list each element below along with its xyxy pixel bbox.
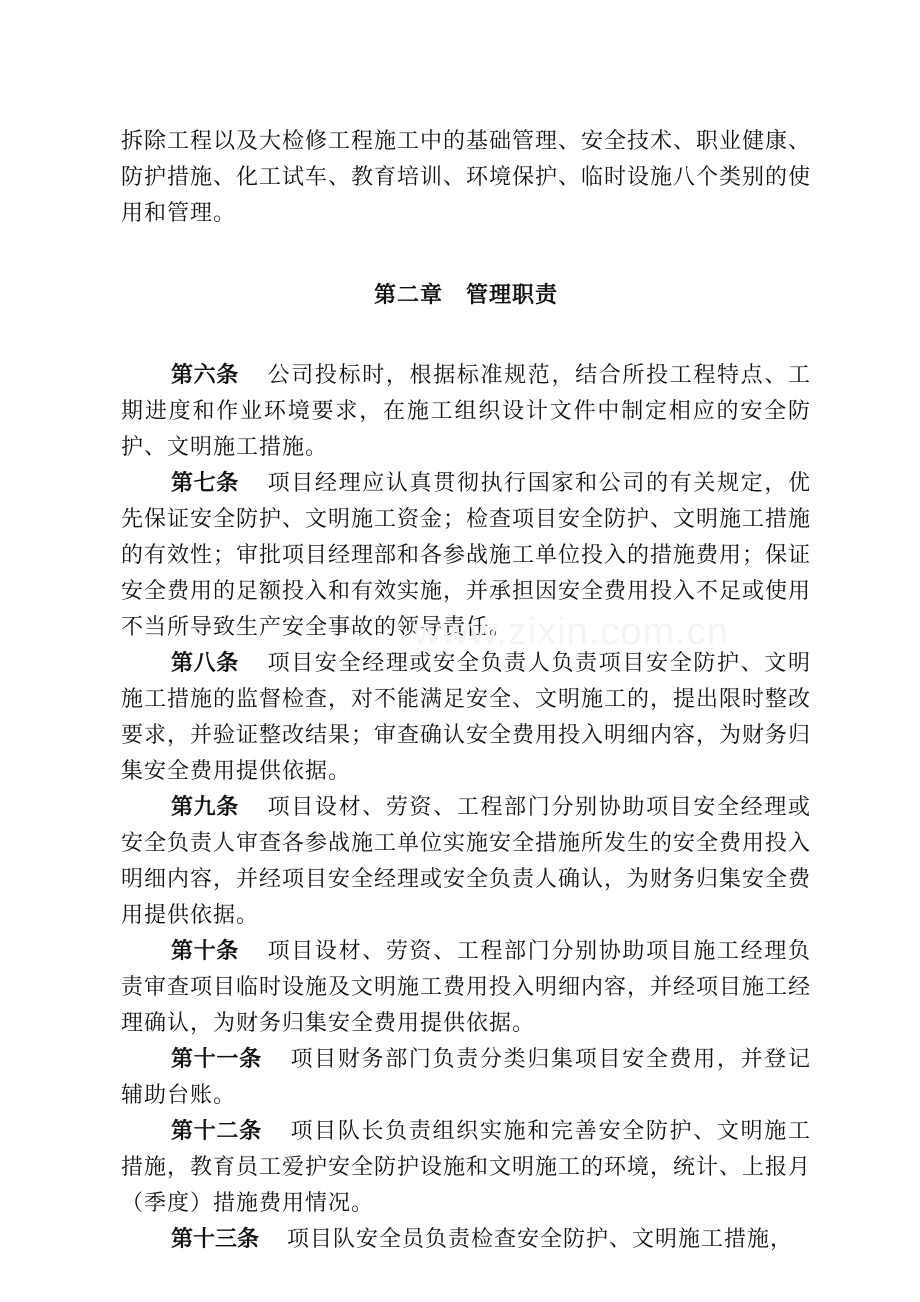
article-text: 公司投标时，根据标准规范，结合所投工程特点、工期进度和作业环境要求，在施工组织设计文件中制定相应的安全防护、文明施工措施。	[121, 363, 811, 460]
article-label: 第十条	[171, 939, 239, 964]
article-11	[121, 1042, 811, 1114]
article-text: 项目安全经理或安全负责人负责项目安全防护、文明施工措施的监督检查，对不能满足安全、文明施工的，提出限时整改要求，并验证整改结果；审查确认安全费用投入明细内容，为财务归集安全费用提供依据。	[121, 651, 812, 784]
article-text: 项目设材、劳资、工程部门分别协助项目施工经理负责审查项目临时设施及文明施工费用投入明细内容，并经项目施工经理确认，为财务归集安全费用提供依据。	[121, 939, 812, 1036]
article-12	[121, 1114, 811, 1222]
watermark-text: www.zixin.com.cn	[413, 611, 729, 653]
chapter-title: 第二章 管理职责	[373, 283, 558, 308]
article-label: 第十二条	[171, 1119, 262, 1144]
article-label: 第七条	[171, 471, 239, 496]
article-text: 项目队长负责组织实施和完善安全防护、文明施工措施，教育员工爱护安全防护设施和文明施工的环境，统计、上报月（季度）措施费用情况。	[121, 1119, 812, 1216]
article-label: 第十一条	[171, 1047, 262, 1072]
article-text: 项目设材、劳资、工程部门分别协助项目安全经理或安全负责人审查各参战施工单位实施安全措施所发生的安全费用投入明细内容，并经项目安全经理或安全负责人确认，为财务归集安全费用提供依据。	[121, 795, 812, 928]
article-label: 第九条	[171, 795, 239, 820]
article-label: 第十三条	[171, 1227, 260, 1252]
article-7	[121, 466, 811, 646]
document-body	[121, 124, 811, 1258]
article-13	[121, 1222, 811, 1258]
article-text: 项目经理应认真贯彻执行国家和公司的有关规定，优先保证安全防护、文明施工资金；检查项目安全防护、文明施工措施的有效性；审批项目经理部和各参战施工单位投入的措施费用；保证安全费用的足额投入和有效实施，并承担因安全费用投入不足或使用不当所导致生产安全事故的领导责任。	[121, 471, 812, 640]
article-text: 项目队安全员负责检查安全防护、文明施工措施，	[287, 1227, 794, 1252]
article-text: 项目财务部门负责分类归集项目安全费用，并登记辅助台账。	[121, 1047, 811, 1108]
article-6	[121, 358, 811, 466]
article-8	[121, 646, 811, 790]
intro-paragraph: 拆除工程以及大检修工程施工中的基础管理、安全技术、职业健康、防护措施、化工试车、教育培训、环境保护、临时设施八个类别的使用和管理。	[121, 129, 812, 226]
article-label: 第八条	[171, 651, 239, 676]
article-label: 第六条	[171, 363, 239, 388]
article-9	[121, 790, 811, 934]
article-10	[121, 934, 811, 1042]
